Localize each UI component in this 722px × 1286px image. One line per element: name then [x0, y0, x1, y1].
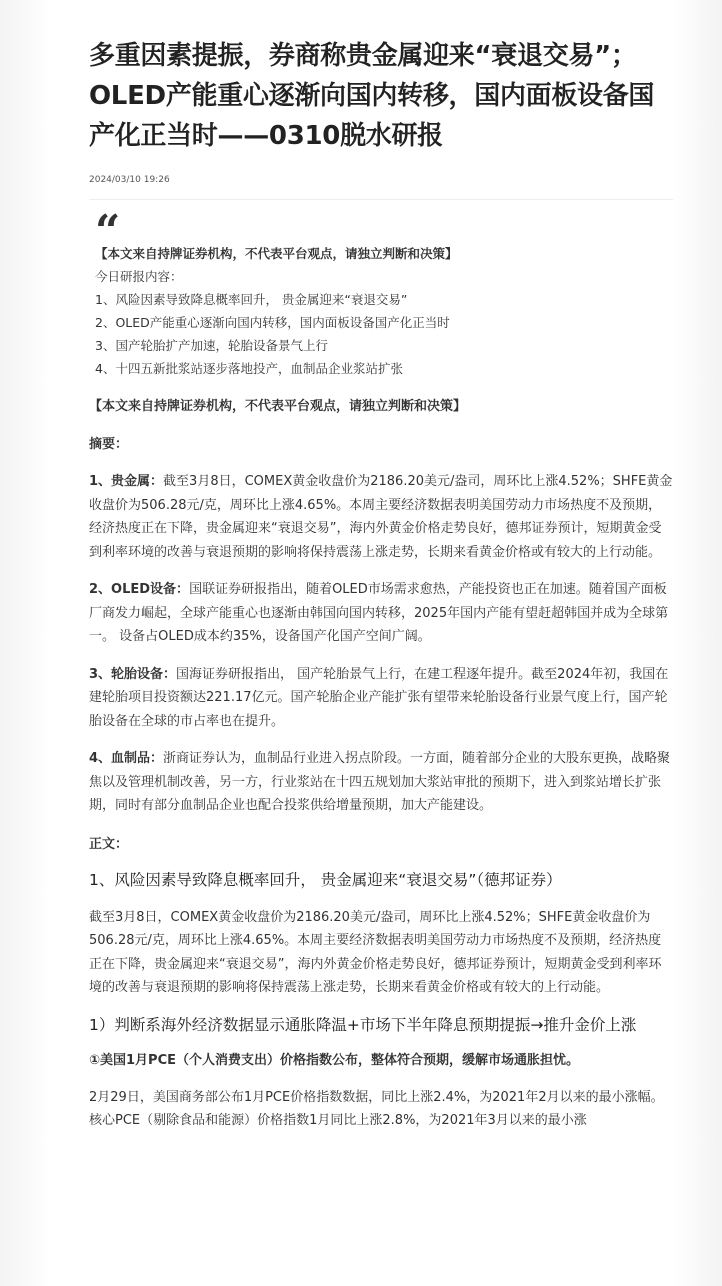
summary-paragraph — [89, 470, 673, 564]
today-item: 2、OLED产能重心逐渐向国内转移，国内面板设备国产化正当时 — [95, 315, 450, 330]
title-divider — [89, 199, 673, 200]
section-point-paragraph: 2月29日，美国商务部公布1月PCE价格指数数据，同比上涨2.4%，为2021年2月以来的最小涨幅。核心PCE（剔除食品和能源）价格指数1月同比上涨2.8%，为2021年3月以来的最小涨 — [89, 1089, 664, 1128]
page-gutter-right — [672, 0, 722, 1286]
summary-label: 摘要： — [89, 437, 129, 452]
summary-text: 浙商证券认为，血制品行业进入拐点阶段。一方面，随着部分企业的大股东更换，战略聚焦以及管理机制改善，另一方，行业浆站在十四五规划加大浆站审批的预期下，进入到浆站增长扩张期，同时有部分血制品企业也配合投浆供给增量预期，加大产能建设。 — [89, 751, 671, 813]
quote-block — [89, 206, 673, 380]
today-item: 4、十四五新批浆站逐步落地投产，血制品企业浆站扩张 — [95, 361, 403, 376]
summary-text: 国海证券研报指出， 国产轮胎景气上行，在建工程逐年提升。截至2024年初，我国在建轮胎项目投资额达221.17亿元。国产轮胎企业产能扩张有望带来轮胎设备行业景气度上行，国产轮胎设备在全球的市占率也在提升。 — [89, 666, 669, 729]
today-item: 1、风险因素导致降息概率回升， 贵金属迎来“衰退交易” — [95, 292, 408, 307]
section-paragraph: 截至3月8日，COMEX黄金收盘价为2186.20美元/盎司，周环比上涨4.52%；SHFE黄金收盘价为506.28元/克，周环比上涨4.65%。本周主要经济数据表明美国劳动力市场热度不及预期，经济热度正在下降，贵金属迎来“衰退交易”，海内外黄金价格走势良好，德邦证券预计，短期黄金受到利率环境的改善与衰退预期的影响将保持震荡上涨走势，长期来看黄金价格或有较大的上行动能。 — [89, 909, 662, 995]
summary-paragraph — [89, 747, 673, 818]
page-gutter-left — [0, 0, 50, 1286]
summary-lead: 4、血制品： — [89, 751, 164, 766]
summary-text: 国联证券研报指出，随着OLED市场需求愈热，产能投资也正在加速。随着国产面板厂商发力崛起，全球产能重心也逐渐由韩国向国内转移，2025年国内产能有望赶超韩国并成为全球第一。 设备占OLED成本约35%，设备国产化国产空间广阔。 — [89, 582, 669, 644]
summary-paragraph — [89, 663, 673, 734]
body-label: 正文： — [89, 836, 129, 852]
quote-mark-icon: “ — [95, 206, 121, 257]
section-heading: 1、风险因素导致降息概率回升， 贵金属迎来“衰退交易”（德邦证券） — [89, 870, 562, 889]
disclaimer-notice: 【本文来自持牌证券机构，不代表平台观点，请独立判断和决策】 — [89, 399, 467, 414]
section-point: ①美国1月PCE（个人消费支出）价格指数公布，整体符合预期，缓解市场通胀担忧。 — [89, 1052, 580, 1068]
today-label: 今日研报内容： — [95, 269, 183, 284]
summary-paragraph — [89, 578, 673, 649]
article-title: 多重因素提振，券商称贵金属迎来“衰退交易”；OLED产能重心逐渐向国内转移，国内面板设备国产化正当时——0310脱水研报 — [89, 41, 655, 151]
article — [89, 36, 673, 1133]
summary-lead: 3、轮胎设备： — [89, 666, 177, 682]
summary-lead: 1、贵金属： — [89, 474, 164, 489]
today-item: 3、国产轮胎扩产加速，轮胎设备景气上行 — [95, 338, 328, 353]
section-subheading: 1）判断系海外经济数据显示通胀降温+市场下半年降息预期提振→推升金价上涨 — [89, 1015, 637, 1034]
summary-lead: 2、OLED设备： — [89, 582, 190, 597]
publish-date: 2024/03/10 19:26 — [89, 175, 170, 185]
summary-text: 截至3月8日，COMEX黄金收盘价为2186.20美元/盎司，周环比上涨4.52%；SHFE黄金收盘价为506.28元/克，周环比上涨4.65%。本周主要经济数据表明美国劳动力市场热度不及预期，经济热度正在下降，贵金属迎来“衰退交易”，海内外黄金价格走势良好，德邦证券预计，短期黄金受到利率环境的改善与衰退预期的影响将保持震荡上涨走势，长期来看黄金价格或有较大的上行动能。 — [89, 474, 673, 560]
quote-disclaimer: 【本文来自持牌证券机构，不代表平台观点，请独立判断和决策】 — [95, 246, 458, 261]
